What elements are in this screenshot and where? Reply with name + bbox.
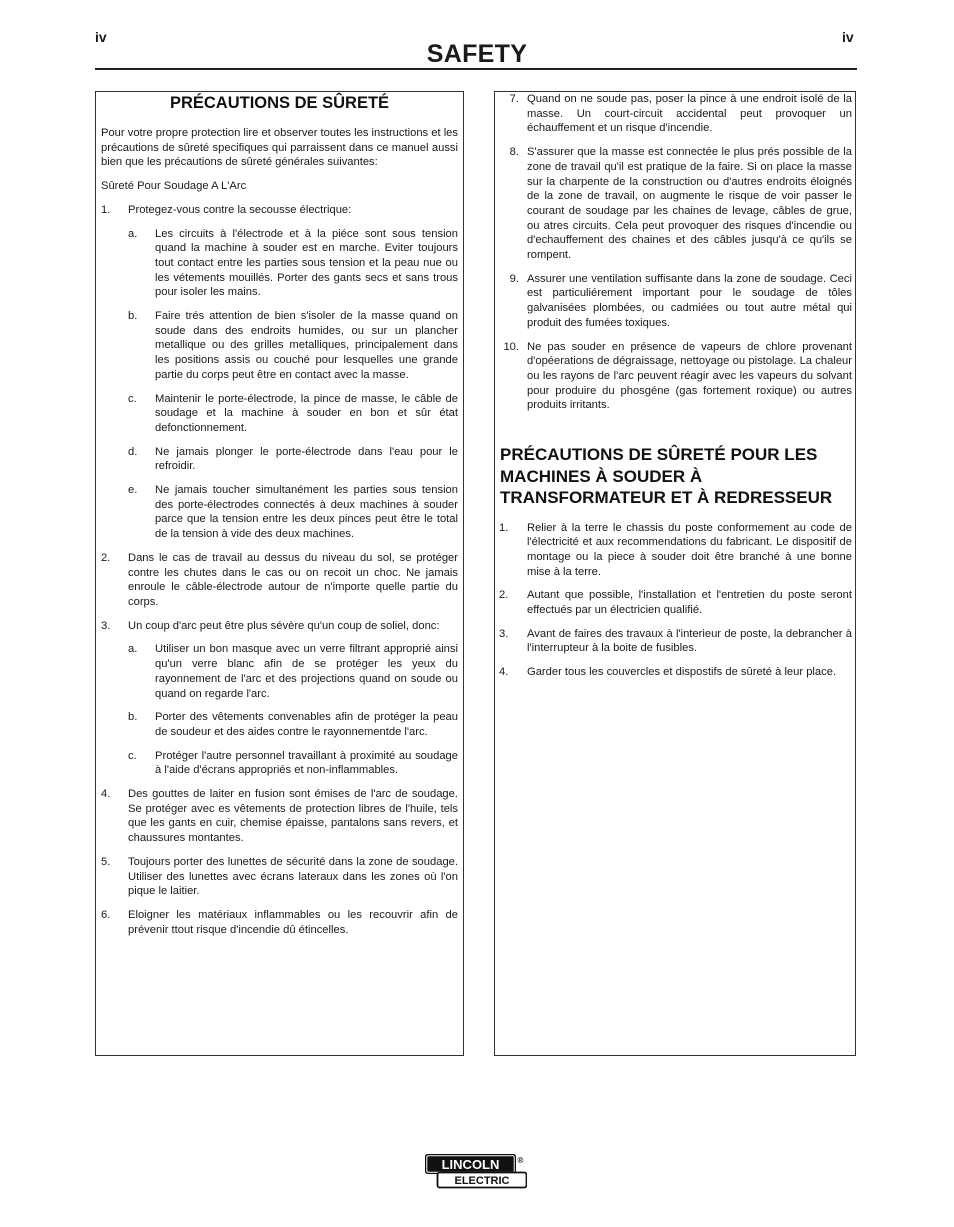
item-text: Quand on ne soude pas, poser la pince à une endroit isolé de la masse. Un court-circuit accidental peut provoquer un échauffement et un risque d'incendie.: [527, 93, 852, 135]
item-text: Ne jamais toucher simultanément les parties sous tension des porte-électrodes connectés à deux machines à souder parce que la tension entre les deux pinces peut être le total de la tension à vide des deux machines.: [155, 484, 458, 541]
subheading: Sûreté Pour Soudage A L'Arc: [101, 180, 247, 193]
item-number: 9.: [509, 272, 519, 285]
logo-registered-mark: ®: [517, 1156, 524, 1165]
item-text: Garder tous les couvercles et dispostifs de sûreté à leur place.: [527, 666, 837, 679]
item-number: 4.: [499, 666, 509, 679]
list-item: [499, 521, 852, 580]
item-number: 3.: [101, 619, 111, 632]
item-text: Dans le cas de travail au dessus du niveau du sol, se protéger contre les chutes dans le cas ou on recoit un choc. Ne jamais enroule le câble-électrode autour de n'importe quelle partie du corps.: [128, 551, 458, 608]
item-number: 8.: [509, 146, 519, 159]
lincoln-electric-logo: [425, 1154, 527, 1190]
item-text: Protéger l'autre personnel travaillant à proximité au soudage à l'aide d'écrans appropriés et non-inflammables.: [155, 749, 458, 777]
item-number: 1.: [101, 203, 111, 216]
list-item: [499, 92, 852, 136]
item-text: Maintenir le porte-électrode, la pince de masse, le câble de soudage et la machine à souder en bon et sûr état defonctionnement.: [155, 392, 458, 434]
item-number: 6.: [101, 908, 111, 921]
list-item: [101, 619, 458, 634]
item-number: 2.: [101, 551, 111, 564]
list-item: [128, 309, 458, 383]
section-heading-transformer: PRÉCAUTIONS DE SÛRETÉ POUR LES MACHINES À SOUDER À TRANSFORMATEUR ET À REDRESSEUR: [500, 445, 833, 508]
list-item: [128, 642, 458, 701]
item-number: 5.: [101, 855, 111, 868]
item-number: 4.: [101, 788, 111, 801]
item-letter: b.: [128, 310, 138, 323]
item-text: Ne jamais plonger le porte-électrode dans l'eau pour le refroidir.: [155, 445, 458, 473]
list-item: [499, 272, 852, 331]
item-letter: c.: [128, 749, 137, 762]
logo-bottom-text: ELECTRIC: [454, 1175, 510, 1187]
left-column-box: [95, 91, 464, 1056]
item-letter: b.: [128, 711, 138, 724]
item-number: 3.: [499, 627, 509, 640]
list-item: [101, 908, 458, 937]
item-text: Ne pas souder en présence de vapeurs de chlore provenant d'opéerations de dégraissage, nettoyage ou pistolage. La chaleur ou les rayons de l'arc peuvent réagir avec les vapeurs du solvant pour produire du phosgéne (gas fortement roxique) ou autres produits irritants.: [527, 340, 852, 412]
list-item: [101, 551, 458, 610]
item-text: Un coup d'arc peut être plus sévère qu'un coup de soliel, donc:: [128, 619, 440, 632]
list-item: [499, 588, 852, 617]
item-text: Relier à la terre le chassis du poste conformement au code de l'électricité et aux recommendations du fabricant. Le dispositif de montage ou la piece à souder doit être branché à une bonne mise à la terre.: [527, 521, 852, 578]
item-text: Autant que possible, l'installation et l'entretien du poste seront effectués par un électricien qualifié.: [527, 589, 852, 617]
list-item: [128, 445, 458, 474]
list-item: [499, 340, 852, 414]
item-number: 10.: [503, 340, 519, 353]
item-text: Faire trés attention de bien s'isoler de la masse quand on soude dans des endroits humides, ou sur un plancher metallique ou des grilles metalliques, principalement dans les positions assis ou couché pour lesquelles une grande partie du corps peut être en contact avec la masse.: [155, 310, 458, 381]
page-number-right: iv: [842, 29, 854, 45]
list-item: [128, 483, 458, 542]
list-item: [128, 227, 458, 301]
list-item: [101, 787, 458, 846]
list-item: [499, 665, 852, 680]
item-number: 7.: [509, 93, 519, 105]
intro-paragraph: Pour votre propre protection lire et observer toutes les instructions et les précautions de sûreté specifiques qui parraissent dans ce manuel aussi bien que les précautions de sûreté générales suivantes:: [101, 127, 458, 169]
list-item: [101, 855, 458, 899]
list-item: [128, 710, 458, 739]
item-letter: d.: [128, 445, 138, 458]
page-number-left: iv: [95, 29, 107, 45]
item-letter: a.: [128, 227, 138, 240]
item-text: Utiliser un bon masque avec un verre filtrant approprié ainsi qu'un verre blanc afin de se protéger les yeux du rayonnement de l'arc et des projections quand on soude ou quand on regarde l'arc.: [155, 643, 458, 700]
item-text: Eloigner les matériaux inflammables ou les recouvrir afin de prévenir ttout risque d'incendie dû étincelles.: [128, 908, 458, 936]
list-item: [101, 203, 458, 218]
item-letter: c.: [128, 392, 137, 405]
section-heading: PRÉCAUTIONS DE SÛRETÉ: [169, 94, 390, 112]
logo-top-text: LINCOLN: [441, 1156, 500, 1172]
list-item: [128, 392, 458, 436]
right-column-box: [494, 91, 856, 1056]
header-rule: [95, 68, 857, 70]
list-item: [499, 627, 852, 656]
item-text: S'assurer que la masse est connectée le plus prés possible de la zone de travail qu'il est pratique de la faire. Si on place la masse sur la charpente de la construction ou d'autres endroits éloignés de la zone de travail, on augmente le risque de voir passer le courant de soudage par les chaines de levage, câbles de grue, ou atres circuits. Cela peut provoquer des risques d'incendie ou d'echauffement des chaines et des câbles jusqu'à ce qu'ils se rompent.: [527, 146, 852, 262]
list-item: [499, 145, 852, 263]
item-text: Porter des vêtements convenables afin de protéger la peau de soudeur et des aides contre le rayonnementde l'arc.: [155, 711, 458, 738]
item-number: 2.: [499, 589, 509, 602]
page-title: SAFETY: [426, 40, 528, 68]
item-text: Toujours porter des lunettes de sécurité dans la zone de soudage. Utiliser des lunettes avec écrans lateraux dans les zones où l'on pique le laitier.: [128, 855, 458, 898]
item-letter: a.: [128, 643, 138, 656]
item-letter: e.: [128, 484, 138, 497]
item-text: Des gouttes de laiter en fusion sont émises de l'arc de soudage. Se protéger avec es vêtements de protection libres de l'huile, tels que les gants en cuir, chemise épaisse, pantalons sans revers, et chaussures montantes.: [128, 788, 458, 845]
item-text: Les circuits à l'électrode et à la piéce sont sous tension quand la machine à souder est en marche. Eviter toujours tout contact entre les parties sous tension et la peau nue ou les vétements mouillés. Porter des gants secs et sans trous pour isoler les mains.: [155, 227, 458, 299]
item-text: Avant de faires des travaux à l'interieur de poste, la debrancher à l'interrupteur à la boite de fusibles.: [527, 627, 852, 655]
item-text: Protegez-vous contre la secousse électrique:: [128, 203, 352, 216]
list-item: [128, 749, 458, 778]
item-number: 1.: [499, 521, 509, 534]
item-text: Assurer une ventilation suffisante dans la zone de soudage. Ceci est particuliérement important pour le soudage de tôles galvanisées plombées, ou cadmiées ou tout autre métal qui produit des fumées toxiques.: [527, 272, 852, 329]
